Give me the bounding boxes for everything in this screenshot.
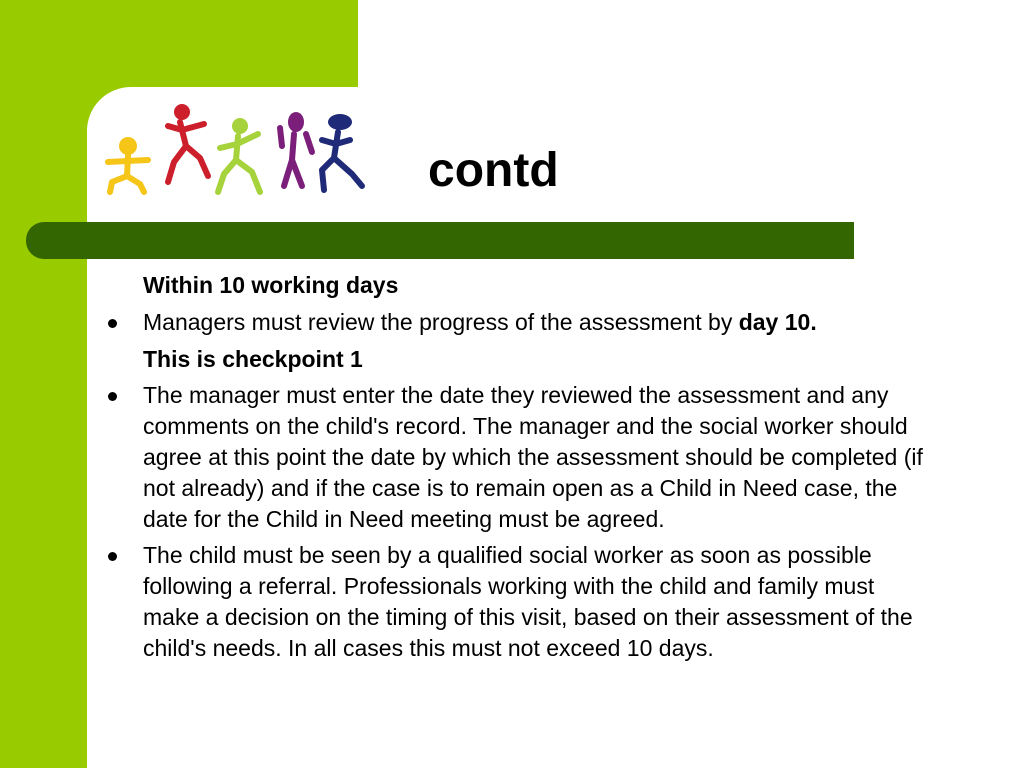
list-item-text: Managers must review the progress of the assessment by xyxy=(143,308,739,335)
accent-bar-top xyxy=(87,0,358,87)
list-item-text: The manager must enter the date they reviewed the assessment and any comments on the child's record. The manager and the social worker should agree at this point the date by which the assessment should be completed (if not already) and if the case is to remain open as a Child in Need case, the date for the Child in Need meeting must be agreed. xyxy=(143,382,923,532)
dancing-figures-icon xyxy=(100,100,368,204)
bullet-list xyxy=(0,270,1024,670)
list-item xyxy=(0,307,1024,338)
purple-figure xyxy=(280,112,312,186)
list-item-text: Within 10 working days xyxy=(143,272,399,298)
bullet-dot-icon xyxy=(108,319,117,328)
list-item xyxy=(0,380,1024,534)
list-item-text: This is checkpoint 1 xyxy=(143,345,363,372)
title-divider xyxy=(26,222,854,259)
yellow-figure xyxy=(108,137,148,192)
list-item xyxy=(0,270,1024,301)
bullet-dot-icon xyxy=(108,392,117,401)
lime-figure xyxy=(218,118,260,192)
slide-title: contd xyxy=(428,144,559,197)
list-item-emphasis: day 10. xyxy=(738,308,817,335)
red-figure xyxy=(168,104,208,182)
list-item-text: The child must be seen by a qualified social worker as soon as possible following a referral. Professionals working with the child and family must make a decision on the timing of this visit, based on their assessment of the child's needs. In all cases this must not exceed 10 days. xyxy=(143,542,913,661)
bullet-dot-icon xyxy=(108,552,117,561)
navy-figure xyxy=(322,114,362,190)
list-item xyxy=(0,540,1024,663)
list-item xyxy=(0,344,1024,375)
